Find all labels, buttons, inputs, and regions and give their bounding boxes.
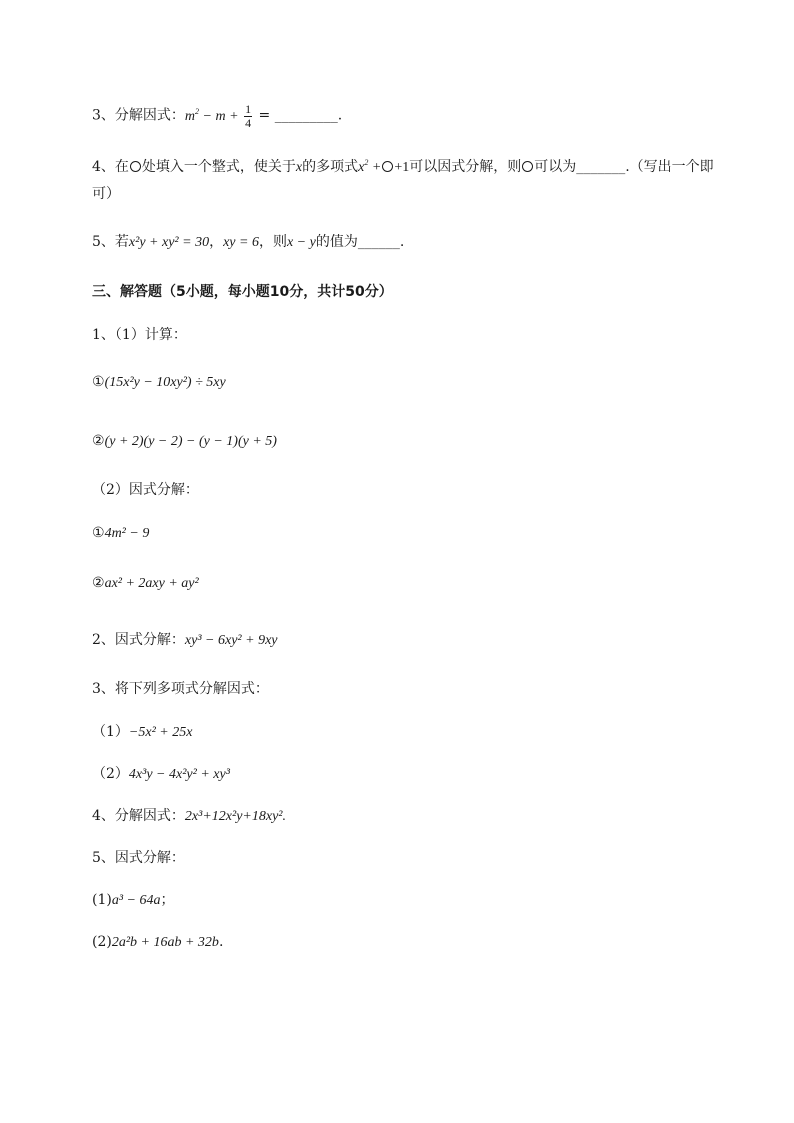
problem-1-item-4 [92, 573, 199, 594]
problem-1-label: 1、（1）计算： [92, 327, 187, 343]
question-4-text-c: 的多项式 [302, 159, 359, 175]
item-tail: ； [160, 892, 175, 908]
item-marker: (1) [92, 892, 112, 908]
q3-exponent: 2 [195, 106, 200, 116]
problem-3-expression-1: −5x² + 25x [128, 725, 193, 740]
problem-1-expression-2: (y + 2)(y − 2) − (y − 1)(y + 5) [104, 434, 277, 449]
problem-2-expression: xy³ − 6xy² + 9xy [184, 633, 278, 648]
fraction-numerator: 1 [245, 102, 252, 116]
circle-placeholder-icon [382, 161, 393, 172]
item-marker: ① [92, 374, 105, 390]
question-5-separator: ， [209, 234, 224, 250]
problem-3-expression-2: 4x³y − 4x²y² + xy³ [128, 767, 230, 782]
fraction-denominator: 4 [245, 116, 252, 130]
question-4-label: 4、在 [92, 159, 129, 175]
circle-placeholder-icon [522, 161, 533, 172]
item-marker: (2) [92, 934, 112, 950]
q4-plus: + [368, 160, 382, 175]
problem-1-item-1 [92, 372, 226, 393]
question-4-variable: x [295, 160, 303, 175]
item-marker: ② [92, 575, 105, 591]
question-3-expression [184, 102, 254, 130]
q3-var-m: m [184, 108, 196, 124]
problem-1-item-2 [92, 431, 277, 452]
problem-2 [92, 630, 278, 651]
question-5-label: 5、若 [92, 234, 129, 250]
question-5-equation-2: xy = 6 [223, 235, 259, 250]
q4-plus-one: +1 [394, 160, 410, 175]
question-4-text-d: 可以因式分解，则 [409, 159, 522, 175]
item-marker: ② [92, 433, 105, 449]
circle-placeholder-icon [130, 161, 141, 172]
problem-1-expression-3: 4m² − 9 [104, 526, 150, 541]
item-marker: ① [92, 525, 105, 541]
problem-4-label: 4、分解因式： [92, 808, 185, 824]
item-marker: （2） [92, 766, 129, 782]
q4-exponent: 2 [364, 158, 369, 167]
problem-3-label: 3、将下列多项式分解因式： [92, 681, 269, 697]
question-4 [92, 154, 732, 207]
problem-5-item-1 [92, 890, 175, 911]
q3-mid: − m + [199, 108, 243, 124]
question-5-text: ，则 [258, 234, 287, 250]
q3-fraction [244, 103, 252, 130]
item-marker: （1） [92, 724, 129, 740]
problem-4-expression: 2x³+12x²y+18xy². [184, 809, 286, 824]
problem-5-expression-1: a³ − 64a [111, 893, 161, 908]
problem-3-item-2 [92, 764, 230, 785]
problem-3-item-1 [92, 722, 192, 743]
problem-1-sub-2: （2）因式分解： [92, 482, 199, 498]
question-5-equation-1: x²y + xy² = 30 [128, 235, 210, 250]
problem-5-label: 5、因式分解： [92, 850, 185, 866]
problem-2-label: 2、因式分解： [92, 632, 185, 648]
question-5-expression: x − y [286, 235, 316, 250]
question-5-answer-blank: 的值为______. [315, 234, 405, 250]
question-4-polynomial [358, 160, 409, 175]
question-3-label: 3、分解因式： [92, 107, 185, 124]
question-4-answer-blank: 可以为_______.（写出一个即可） [92, 159, 714, 202]
question-3 [92, 103, 342, 130]
question-4-text-b: 处填入一个整式，使关于 [141, 159, 296, 175]
problem-5-expression-2: 2a²b + 16ab + 32b [111, 935, 219, 950]
section-heading: 三、解答题（5小题，每小题10分，共计50分） [92, 284, 393, 300]
item-tail: . [218, 934, 224, 950]
question-5 [92, 232, 404, 253]
q4-var-x: x [358, 160, 365, 175]
problem-1-expression-4: ax² + 2axy + ay² [104, 576, 199, 591]
problem-5-item-2 [92, 932, 223, 953]
problem-4 [92, 806, 286, 827]
problem-1-item-3 [92, 523, 149, 544]
problem-1-expression-1: (15x²y − 10xy²) ÷ 5xy [104, 375, 226, 390]
question-3-answer-blank: = _________. [254, 107, 343, 124]
